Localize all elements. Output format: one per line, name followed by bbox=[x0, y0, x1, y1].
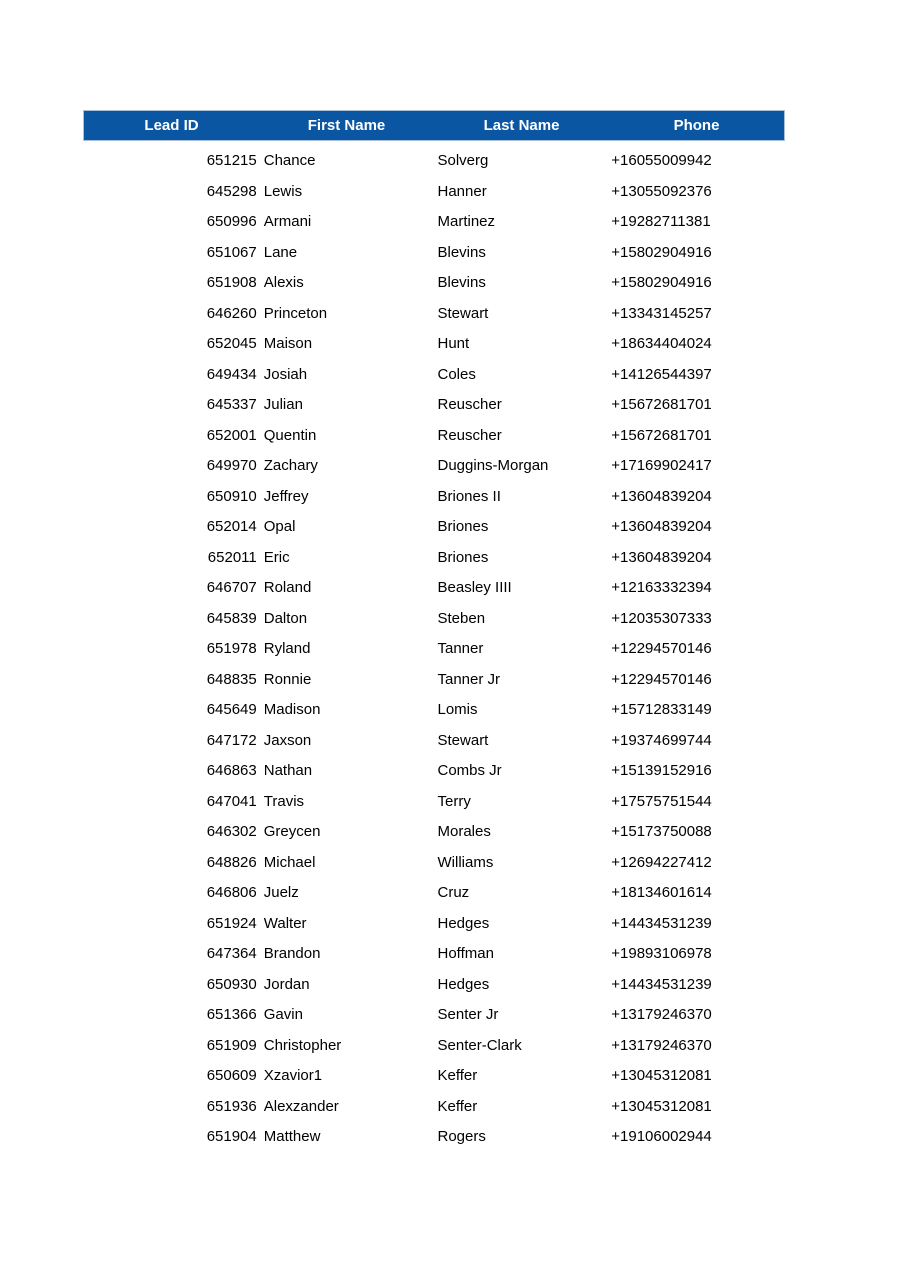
table-row bbox=[83, 939, 785, 970]
cell-last-name: Briones II bbox=[437, 487, 501, 505]
column-header-first-name: First Name bbox=[307, 117, 386, 134]
cell-last-name: Rogers bbox=[437, 1128, 486, 1145]
cell-first-name: Princeton bbox=[263, 304, 328, 322]
cell-first-name: Ryland bbox=[263, 640, 311, 657]
cell-first-name: Quentin bbox=[263, 426, 317, 444]
cell-lead-id: 651936 bbox=[206, 1097, 257, 1115]
table-row bbox=[83, 970, 785, 1001]
cell-phone: +13343145257 bbox=[611, 304, 712, 322]
cell-lead-id: 651215 bbox=[206, 152, 257, 169]
cell-phone: +17169902417 bbox=[611, 457, 712, 474]
cell-phone: +15139152916 bbox=[611, 762, 712, 779]
cell-phone: +13045312081 bbox=[611, 1067, 712, 1084]
cell-lead-id: 646806 bbox=[206, 884, 257, 901]
cell-phone: +12694227412 bbox=[611, 853, 712, 871]
cell-phone: +13045312081 bbox=[611, 1097, 712, 1115]
cell-lead-id: 652011 bbox=[207, 548, 257, 566]
column-header-lead-id: Lead ID bbox=[144, 117, 199, 134]
table-row bbox=[83, 329, 785, 360]
cell-last-name: Tanner Jr bbox=[437, 670, 501, 688]
cell-lead-id: 645298 bbox=[206, 182, 257, 200]
cell-lead-id: 651366 bbox=[206, 1006, 257, 1023]
cell-phone: +13604839204 bbox=[611, 487, 712, 505]
cell-last-name: Hedges bbox=[437, 914, 490, 932]
cell-last-name: Blevins bbox=[437, 243, 486, 261]
cell-phone: +13055092376 bbox=[611, 182, 712, 200]
table-row bbox=[83, 207, 785, 238]
table-row bbox=[83, 390, 785, 421]
cell-last-name: Combs Jr bbox=[437, 762, 502, 779]
cell-phone: +12035307333 bbox=[611, 609, 712, 627]
cell-last-name: Stewart bbox=[437, 731, 489, 749]
table-row bbox=[83, 512, 785, 543]
cell-phone: +15672681701 bbox=[611, 426, 712, 444]
cell-phone: +13179246370 bbox=[611, 1006, 712, 1023]
cell-phone: +13604839204 bbox=[611, 518, 712, 535]
cell-phone: +14126544397 bbox=[611, 365, 712, 383]
cell-first-name: Dalton bbox=[263, 609, 308, 627]
table-row bbox=[83, 268, 785, 299]
column-header-last-name: Last Name bbox=[483, 117, 560, 134]
cell-phone: +14434531239 bbox=[611, 914, 712, 932]
cell-first-name: Zachary bbox=[263, 457, 318, 474]
table-row bbox=[83, 848, 785, 879]
cell-first-name: Lane bbox=[263, 243, 298, 261]
cell-first-name: Lewis bbox=[263, 182, 303, 200]
cell-lead-id: 647041 bbox=[206, 792, 257, 810]
cell-last-name: Hoffman bbox=[437, 945, 494, 962]
cell-last-name: Lomis bbox=[437, 701, 478, 718]
cell-first-name: Alexis bbox=[263, 274, 304, 291]
cell-last-name: Cruz bbox=[437, 884, 470, 901]
cell-phone: +12294570146 bbox=[611, 670, 712, 688]
cell-lead-id: 649970 bbox=[206, 457, 257, 474]
cell-first-name: Jordan bbox=[263, 975, 310, 993]
cell-first-name: Opal bbox=[263, 518, 296, 535]
cell-phone: +19374699744 bbox=[611, 731, 712, 749]
table-row bbox=[83, 1000, 785, 1031]
cell-phone: +15802904916 bbox=[611, 274, 712, 291]
cell-phone: +18134601614 bbox=[611, 884, 712, 901]
cell-last-name: Senter-Clark bbox=[437, 1036, 522, 1054]
cell-lead-id: 650930 bbox=[206, 975, 257, 993]
cell-phone: +12163332394 bbox=[611, 579, 712, 596]
cell-phone: +16055009942 bbox=[611, 152, 712, 169]
table-row bbox=[83, 909, 785, 940]
table-row bbox=[83, 421, 785, 452]
table-row bbox=[83, 1061, 785, 1092]
table-row bbox=[83, 665, 785, 696]
cell-lead-id: 650609 bbox=[206, 1067, 257, 1084]
cell-last-name: Williams bbox=[437, 853, 494, 871]
table-row bbox=[83, 177, 785, 208]
table-row bbox=[83, 451, 785, 482]
table-row bbox=[83, 146, 785, 177]
cell-phone: +19893106978 bbox=[611, 945, 712, 962]
cell-last-name: Keffer bbox=[437, 1097, 478, 1115]
cell-lead-id: 647172 bbox=[206, 731, 257, 749]
table-body bbox=[83, 141, 785, 1153]
cell-phone: +12294570146 bbox=[611, 640, 712, 657]
cell-first-name: Roland bbox=[263, 579, 312, 596]
table-header-row bbox=[83, 110, 785, 141]
cell-last-name: Keffer bbox=[437, 1067, 478, 1084]
table-row bbox=[83, 1092, 785, 1123]
cell-lead-id: 649434 bbox=[206, 365, 257, 383]
cell-last-name: Briones bbox=[437, 548, 489, 566]
cell-last-name: Coles bbox=[437, 365, 476, 383]
cell-lead-id: 651909 bbox=[206, 1036, 257, 1054]
table-row bbox=[83, 787, 785, 818]
cell-first-name: Jeffrey bbox=[263, 487, 309, 505]
cell-last-name: Solverg bbox=[437, 152, 489, 169]
cell-phone: +15712833149 bbox=[611, 701, 712, 718]
cell-lead-id: 652045 bbox=[206, 335, 257, 352]
leads-table bbox=[83, 110, 785, 1153]
cell-first-name: Jaxson bbox=[263, 731, 312, 749]
cell-last-name: Morales bbox=[437, 823, 491, 840]
cell-last-name: Tanner bbox=[437, 640, 484, 657]
cell-lead-id: 646302 bbox=[206, 823, 257, 840]
table-row bbox=[83, 482, 785, 513]
cell-first-name: Christopher bbox=[263, 1036, 342, 1054]
cell-last-name: Steben bbox=[437, 609, 486, 627]
cell-last-name: Terry bbox=[437, 792, 471, 810]
cell-lead-id: 646707 bbox=[206, 579, 257, 596]
table-row bbox=[83, 878, 785, 909]
cell-lead-id: 646260 bbox=[206, 304, 257, 322]
cell-first-name: Brandon bbox=[263, 945, 321, 962]
cell-first-name: Gavin bbox=[263, 1006, 303, 1023]
cell-first-name: Armani bbox=[263, 213, 312, 230]
cell-first-name: Juelz bbox=[263, 884, 299, 901]
cell-phone: +14434531239 bbox=[611, 975, 712, 993]
cell-phone: +13604839204 bbox=[611, 548, 712, 566]
table-row bbox=[83, 726, 785, 757]
cell-phone: +15173750088 bbox=[611, 823, 712, 840]
table-row bbox=[83, 695, 785, 726]
cell-lead-id: 652001 bbox=[206, 426, 257, 444]
cell-first-name: Josiah bbox=[263, 365, 308, 383]
cell-phone: +18634404024 bbox=[611, 335, 712, 352]
table-row bbox=[83, 1031, 785, 1062]
cell-phone: +19282711381 bbox=[611, 213, 711, 230]
cell-phone: +13179246370 bbox=[611, 1036, 712, 1054]
cell-first-name: Walter bbox=[263, 914, 307, 932]
cell-lead-id: 647364 bbox=[206, 945, 257, 962]
cell-first-name: Eric bbox=[263, 548, 290, 566]
cell-lead-id: 645649 bbox=[206, 701, 257, 718]
cell-first-name: Maison bbox=[263, 335, 313, 352]
table-row bbox=[83, 360, 785, 391]
cell-first-name: Madison bbox=[263, 701, 321, 718]
cell-first-name: Greycen bbox=[263, 823, 321, 840]
cell-lead-id: 645337 bbox=[206, 396, 257, 413]
cell-lead-id: 648835 bbox=[206, 670, 257, 688]
cell-lead-id: 645839 bbox=[206, 609, 257, 627]
table-row bbox=[83, 238, 785, 269]
cell-lead-id: 651978 bbox=[206, 640, 257, 657]
cell-first-name: Julian bbox=[263, 396, 303, 413]
cell-lead-id: 651904 bbox=[206, 1128, 257, 1145]
cell-first-name: Michael bbox=[263, 853, 316, 871]
cell-last-name: Reuscher bbox=[437, 426, 502, 444]
cell-first-name: Chance bbox=[263, 152, 316, 169]
cell-lead-id: 651924 bbox=[206, 914, 257, 932]
cell-lead-id: 652014 bbox=[206, 518, 257, 535]
cell-first-name: Travis bbox=[263, 792, 305, 810]
cell-last-name: Hunt bbox=[437, 335, 470, 352]
cell-phone: +15672681701 bbox=[611, 396, 712, 413]
cell-last-name: Blevins bbox=[437, 274, 486, 291]
cell-last-name: Hedges bbox=[437, 975, 490, 993]
cell-last-name: Briones bbox=[437, 518, 489, 535]
cell-phone: +15802904916 bbox=[611, 243, 712, 261]
cell-first-name: Nathan bbox=[263, 762, 313, 779]
cell-lead-id: 651067 bbox=[206, 243, 257, 261]
cell-last-name: Hanner bbox=[437, 182, 487, 200]
cell-last-name: Reuscher bbox=[437, 396, 502, 413]
cell-last-name: Senter Jr bbox=[437, 1006, 499, 1023]
table-row bbox=[83, 634, 785, 665]
cell-lead-id: 651908 bbox=[206, 274, 257, 291]
cell-last-name: Stewart bbox=[437, 304, 489, 322]
table-row bbox=[83, 543, 785, 574]
cell-last-name: Duggins-Morgan bbox=[437, 457, 549, 474]
cell-lead-id: 648826 bbox=[206, 853, 257, 871]
table-row bbox=[83, 299, 785, 330]
cell-phone: +19106002944 bbox=[611, 1128, 712, 1145]
table-row bbox=[83, 604, 785, 635]
cell-lead-id: 650996 bbox=[206, 213, 257, 230]
table-row bbox=[83, 756, 785, 787]
cell-phone: +17575751544 bbox=[611, 792, 712, 810]
column-header-phone: Phone bbox=[673, 117, 720, 134]
cell-first-name: Alexzander bbox=[263, 1097, 339, 1115]
table-row bbox=[83, 573, 785, 604]
cell-first-name: Matthew bbox=[263, 1128, 321, 1145]
cell-last-name: Martinez bbox=[437, 213, 496, 230]
cell-last-name: Beasley IIII bbox=[437, 579, 512, 596]
table-row bbox=[83, 817, 785, 848]
cell-lead-id: 650910 bbox=[206, 487, 257, 505]
cell-lead-id: 646863 bbox=[206, 762, 257, 779]
cell-first-name: Ronnie bbox=[263, 670, 312, 688]
table-row bbox=[83, 1122, 785, 1153]
cell-first-name: Xzavior1 bbox=[263, 1067, 323, 1084]
